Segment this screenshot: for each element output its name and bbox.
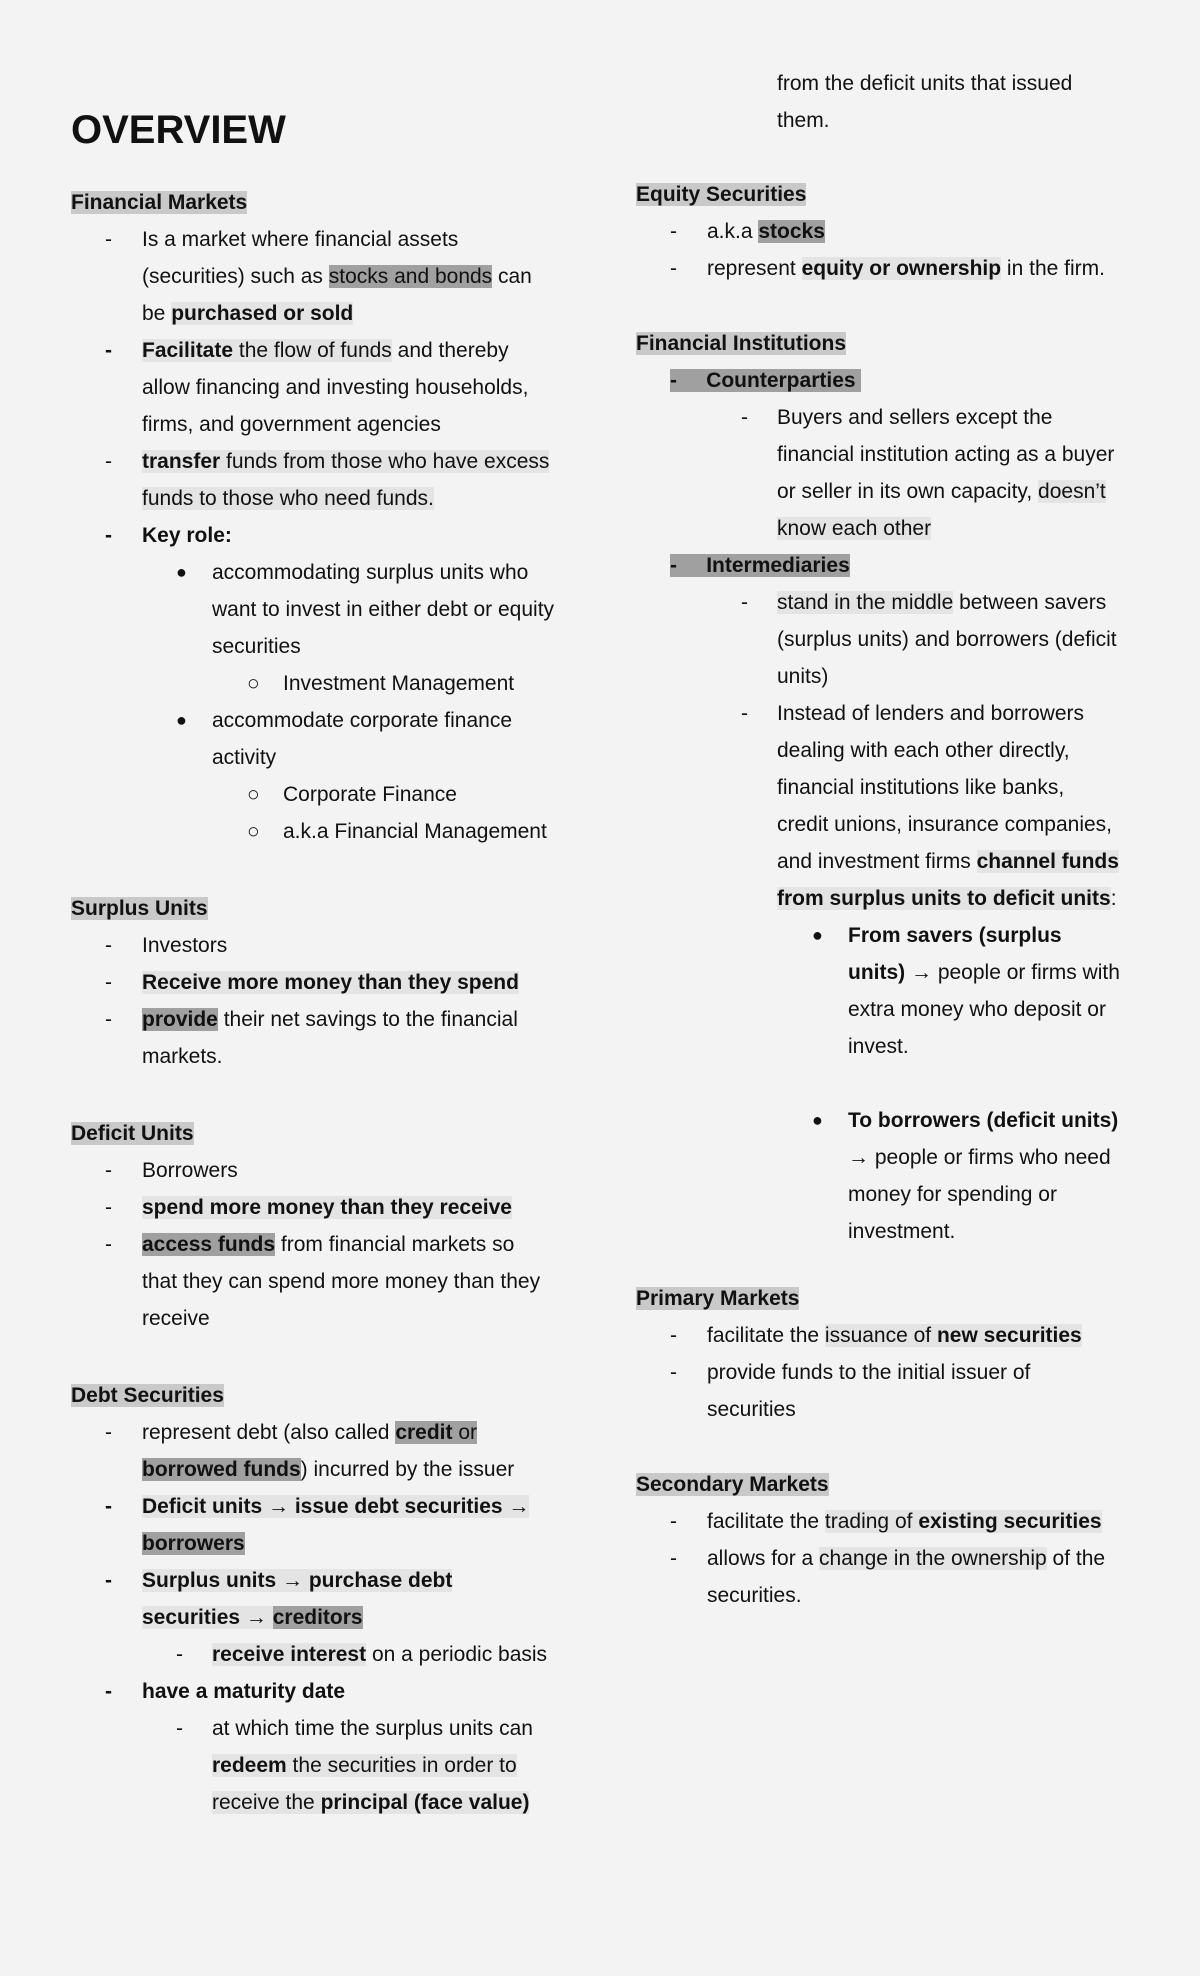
ds-item4-sub-line3: receive the principal (face value): [212, 1791, 530, 1814]
ds-item3-line1: Surplus units → purchase debt: [142, 1569, 453, 1592]
fi-m2-line3: financial institutions like banks,: [777, 776, 1065, 799]
dash-bullet: -: [105, 1569, 112, 1592]
dot-bullet: ●: [176, 562, 187, 582]
fi-f2-line1: To borrowers (deficit units): [848, 1109, 1119, 1132]
dash-bullet: -: [105, 1159, 112, 1182]
ds-item4-sub-line1: at which time the surplus units can: [212, 1717, 533, 1740]
pm-item2-line2: securities: [707, 1398, 796, 1421]
fi-m2-line6: from surplus units to deficit units:: [777, 887, 1117, 910]
pm-item2-line1: provide funds to the initial issuer of: [707, 1361, 1031, 1384]
fi-c1-line2: financial institution acting as a buyer: [777, 443, 1115, 466]
dash-bullet: -: [670, 1547, 677, 1570]
fi-c1-line4: know each other: [777, 517, 932, 540]
fi-f2-line2: → people or firms who need: [848, 1146, 1111, 1169]
dash-bullet: -: [670, 220, 677, 243]
su-item3-line1: provide their net savings to the financial: [142, 1008, 518, 1031]
ds-item3-sub: receive interest on a periodic basis: [212, 1643, 548, 1666]
fi-f1-line3: extra money who deposit or: [848, 998, 1106, 1021]
dash-bullet: -: [670, 257, 677, 280]
circle-bullet: ○: [247, 672, 260, 695]
du-item1: Borrowers: [142, 1159, 238, 1182]
circle-bullet: ○: [247, 783, 260, 806]
fm-item1-line1: Is a market where financial assets: [142, 228, 459, 251]
du-item3-line2: that they can spend more money than they: [142, 1270, 541, 1293]
fi-c1-line3: or seller in its own capacity, doesn’t: [777, 480, 1106, 503]
dash-bullet: -: [670, 1361, 677, 1384]
es-item2: represent equity or ownership in the firm.: [707, 257, 1105, 280]
fi-m2-line1: Instead of lenders and borrowers: [777, 702, 1085, 725]
dash-bullet: -: [105, 228, 112, 251]
fi-m2-line4: credit unions, insurance companies,: [777, 813, 1113, 836]
fm-key1-line1: accommodating surplus units who: [212, 561, 529, 584]
dash-bullet: -: [741, 702, 748, 725]
fi-f2-line3: money for spending or: [848, 1183, 1057, 1206]
du-item3-line3: receive: [142, 1307, 210, 1330]
su-item2: Receive more money than they spend: [142, 971, 519, 994]
fm-key2-line1: accommodate corporate finance: [212, 709, 512, 732]
fm-item3-line2: funds to those who need funds.: [142, 487, 434, 510]
fm-key2-line2: activity: [212, 746, 277, 769]
sm-item1: facilitate the trading of existing securities: [707, 1510, 1102, 1533]
fi-m1-line1: stand in the middle between savers: [777, 591, 1107, 614]
section-heading-financial-institutions: Financial Institutions: [636, 332, 847, 355]
fi-f2-line4: investment.: [848, 1220, 956, 1243]
ds-item1-line1: represent debt (also called credit or: [142, 1421, 478, 1444]
fi-f1-line1: From savers (surplus: [848, 924, 1062, 947]
dash-bullet: -: [741, 406, 748, 429]
dash-bullet: -: [670, 1324, 677, 1347]
section-heading-debt-securities: Debt Securities: [71, 1384, 224, 1407]
section-heading-surplus-units: Surplus Units: [71, 897, 208, 920]
carry-line2: them.: [777, 109, 830, 132]
fi-m1-line2: (surplus units) and borrowers (deficit: [777, 628, 1117, 651]
fm-key1-sub: Investment Management: [283, 672, 515, 695]
ds-item4: have a maturity date: [142, 1680, 346, 1703]
fi-f1-line2: units) → people or firms with: [848, 961, 1120, 984]
section-heading-financial-markets: Financial Markets: [71, 191, 248, 214]
fm-key2-sub2: a.k.a Financial Management: [283, 820, 547, 843]
fi-intermediaries: - Intermediaries: [670, 554, 850, 577]
ds-item3-line2: securities → creditors: [142, 1606, 363, 1629]
section-heading-equity-securities: Equity Securities: [636, 183, 807, 206]
fm-item3-line1: transfer funds from those who have excess: [142, 450, 550, 473]
fm-item2-line3: firms, and government agencies: [142, 413, 441, 436]
dash-bullet: -: [105, 1008, 112, 1031]
pm-item1: facilitate the issuance of new securities: [707, 1324, 1082, 1347]
dash-bullet: -: [105, 971, 112, 994]
dash-bullet: -: [105, 524, 112, 547]
fi-m2-line2: dealing with each other directly,: [777, 739, 1070, 762]
su-item3-line2: markets.: [142, 1045, 223, 1068]
fm-item2-line2: allow financing and investing households,: [142, 376, 529, 399]
ds-item1-line2: borrowed funds) incurred by the issuer: [142, 1458, 515, 1481]
fi-f1-line4: invest.: [848, 1035, 909, 1058]
fm-item2-line1: Facilitate the flow of funds and thereby: [142, 339, 509, 362]
fi-counterparties: - Counterparties: [670, 362, 861, 399]
dash-bullet: -: [105, 339, 112, 362]
su-item1: Investors: [142, 934, 228, 957]
section-heading-primary-markets: Primary Markets: [636, 1287, 800, 1310]
fm-item1-line2: (securities) such as stocks and bonds can: [142, 265, 532, 288]
fm-key-role: Key role:: [142, 524, 232, 547]
fi-m1-line3: units): [777, 665, 829, 688]
fm-item1-line3: be purchased or sold: [142, 302, 354, 325]
sm-item2-line2: securities.: [707, 1584, 802, 1607]
dash-bullet: -: [105, 1233, 112, 1256]
du-item3-line1: access funds from financial markets so: [142, 1233, 515, 1256]
fm-key2-sub1: Corporate Finance: [283, 783, 457, 806]
ds-item2-line2: borrowers: [142, 1532, 245, 1555]
sm-item2-line1: allows for a change in the ownership of the: [707, 1547, 1106, 1570]
dash-bullet: -: [176, 1717, 183, 1740]
dash-bullet: -: [105, 1421, 112, 1444]
ds-item4-sub-line2: redeem the securities in order to: [212, 1754, 517, 1777]
du-item2: spend more money than they receive: [142, 1196, 512, 1219]
dash-bullet: -: [105, 450, 112, 473]
fm-key1-line3: securities: [212, 635, 301, 658]
dot-bullet: ●: [812, 925, 823, 945]
es-item1: a.k.a stocks: [707, 220, 825, 243]
section-heading-deficit-units: Deficit Units: [71, 1122, 194, 1145]
section-heading-secondary-markets: Secondary Markets: [636, 1473, 829, 1496]
dot-bullet: ●: [176, 710, 187, 730]
dash-bullet: -: [670, 1510, 677, 1533]
dash-bullet: -: [105, 1196, 112, 1219]
carry-line1: from the deficit units that issued: [777, 72, 1073, 95]
ds-item2-line1: Deficit units → issue debt securities →: [142, 1495, 530, 1518]
dash-bullet: -: [105, 934, 112, 957]
dash-bullet: -: [741, 591, 748, 614]
dash-bullet: -: [105, 1495, 112, 1518]
fi-c1-line1: Buyers and sellers except the: [777, 406, 1053, 429]
fm-key1-line2: want to invest in either debt or equity: [212, 598, 555, 621]
circle-bullet: ○: [247, 820, 260, 843]
dash-bullet: -: [105, 1680, 112, 1703]
dot-bullet: ●: [812, 1110, 823, 1130]
page-title: OVERVIEW: [71, 108, 286, 152]
dash-bullet: -: [176, 1643, 183, 1666]
fi-m2-line5: and investment firms channel funds: [777, 850, 1119, 873]
